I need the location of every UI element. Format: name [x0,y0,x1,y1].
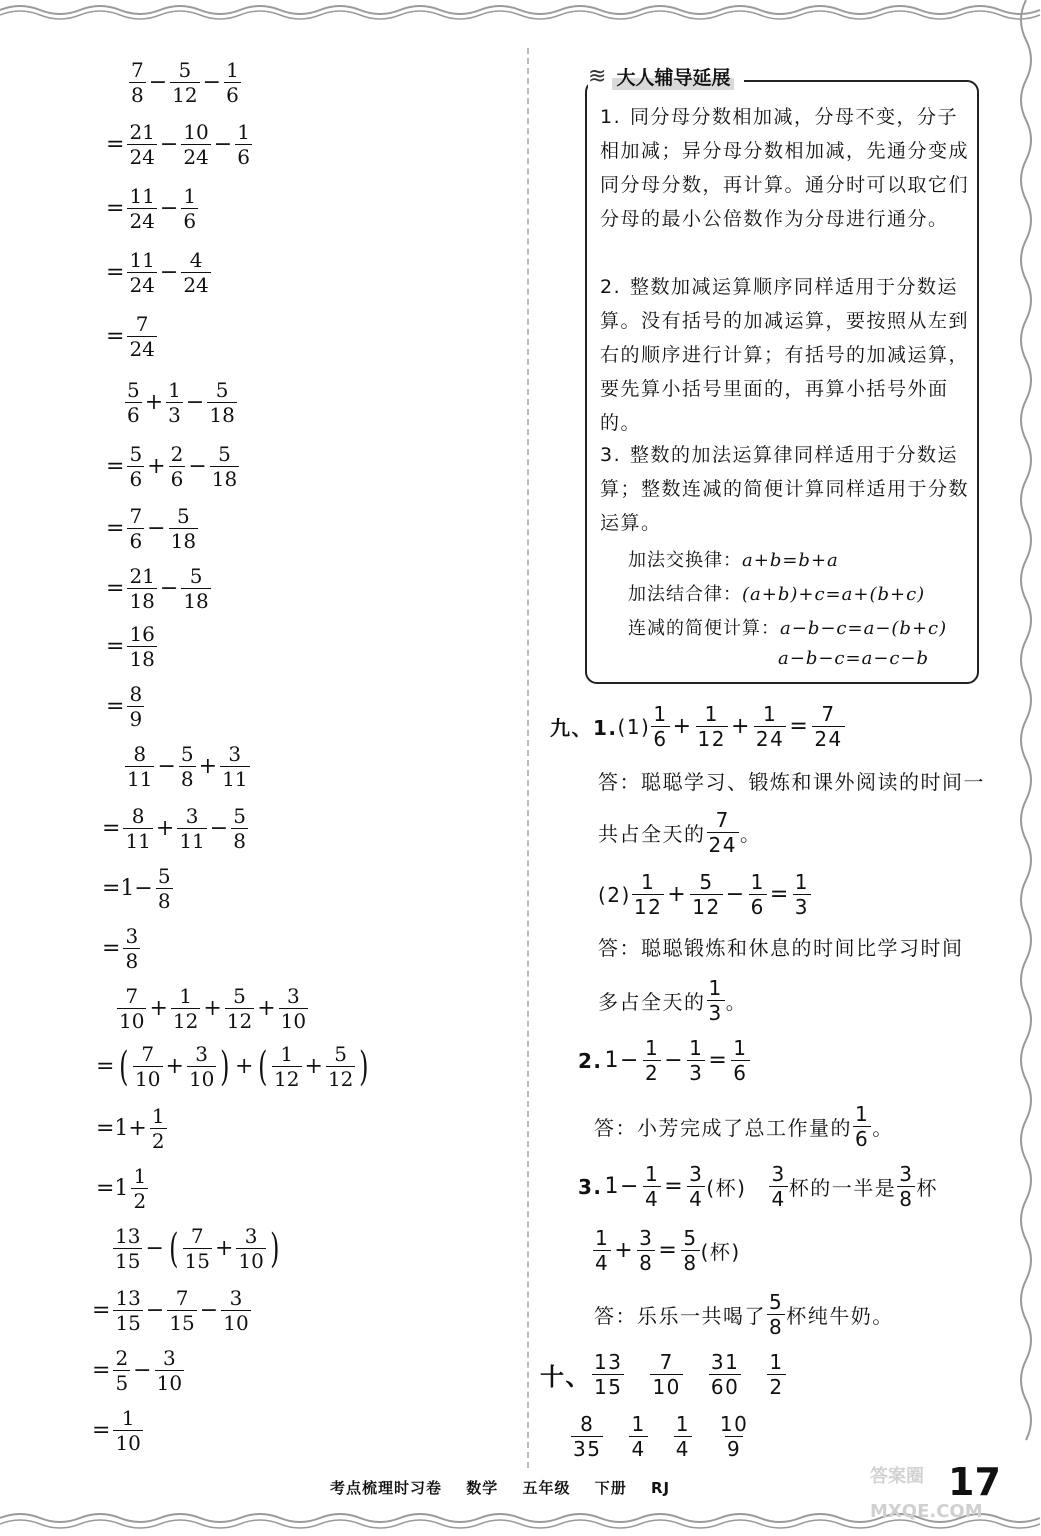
calc-3-expr: $\frac{8}{11}$ − $\frac{5}{8}$ + $\frac{3}{11}$ [127,742,248,791]
calc-4-step-1: = ( $\frac{7}{10}$ + $\frac{3}{10}$ ) + ( $\frac{1}{12}$ + $\frac{5}{12}$ ) [96,1042,369,1091]
calc-3-step-1: = $\frac{8}{11}$ + $\frac{3}{11}$ − $\frac{5}{8}$ [102,804,246,853]
tutoring-box-title: ≋ 大人辅导延展 [588,62,744,90]
top-border [0,0,1041,20]
q9-1-2-answer-line2: 多占全天的 $\frac{1}{3}$ 。 [598,976,748,1025]
rule-associative: 加法结合律：(a+b)+c=a+(b+c) [628,584,926,605]
tutoring-item-1: 1. 同分母分数相加减，分母不变，分子相加减；异分母分数相加减，先通分变成同分母分数，再计算。通分时可以取它们分母的最小公倍数作为分母进行通分。 [600,106,970,230]
q9-1-2-calc: (2) $\frac{1}{12}$ + $\frac{5}{12}$ − $\frac{1}{6}$ = $\frac{1}{3}$ [598,870,810,919]
rule-commutative: 加法交换律：a+b=b+a [628,550,839,571]
calc-4-expr: $\frac{7}{10}$ + $\frac{1}{12}$ + $\frac{5}{12}$ + $\frac{3}{10}$ [119,984,307,1033]
calc-4-step-2: =1+ $\frac{1}{2}$ [96,1104,165,1153]
calc-2-step-2: = $\frac{7}{6}$ − $\frac{5}{18}$ [106,504,197,553]
calc-2-result: = $\frac{8}{9}$ [106,682,143,731]
q9-1-1-answer-line2: 共占全天的 $\frac{7}{24}$ 。 [598,808,762,857]
calc-2-step-4: = $\frac{16}{18}$ [106,622,155,671]
q9-2-answer: 答：小芳完成了总工作量的 $\frac{1}{6}$ 。 [594,1102,894,1151]
q9-3-calc-2: $\frac{1}{4}$ + $\frac{3}{8}$ = $\frac{5}{8}$ (杯) [595,1226,741,1275]
wave-icon: ≋ [588,63,607,89]
calc-2-step-3: = $\frac{21}{18}$ − $\frac{5}{18}$ [106,564,209,613]
calc-2-step-1: = $\frac{5}{6}$ + $\frac{2}{6}$ − $\frac{5}{18}$ [106,442,238,491]
calc-5-step-2: = $\frac{2}{5}$ − $\frac{3}{10}$ [92,1346,183,1395]
q9-1-1-calc: 九、1. (1) $\frac{1}{6}$ + $\frac{1}{12}$ + $\frac{1}{24}$ = $\frac{7}{24}$ [550,702,843,751]
tutoring-item-2: 2. 整数加减运算顺序同样适用于分数运算。没有括号的加减运算，要按照从左到右的顺序进行计算；有括号的加减运算，要先算小括号里面的，再算小括号外面的。 [600,276,970,434]
q9-3-calc-1: 3. 1− $\frac{1}{4}$ = $\frac{3}{4}$ (杯) $\frac{3}{4}$ 杯的一半是 $\frac{3}{8}$ 杯 [578,1162,938,1211]
calc-5-result: = $\frac{1}{10}$ [92,1406,141,1455]
q10-row-1: 十、 $\frac{13}{15}$ $\frac{7}{10}$ $\frac{31}{60}$ $\frac{1}{2}$ [540,1350,784,1399]
q9-2-calc: 2. 1− $\frac{1}{2}$ − $\frac{1}{3}$ = $\frac{1}{6}$ [578,1036,748,1085]
q10-row-2: $\frac{8}{35}$ $\frac{1}{4}$ $\frac{1}{4}$ $\frac{10}{9}$ [573,1412,749,1461]
calc-5-step-1: = $\frac{13}{15}$ − $\frac{7}{15}$ − $\frac{3}{10}$ [92,1286,249,1335]
page-footer: 考点梳理时习卷 数学 五年级 下册 RJ [330,1479,671,1497]
q9-1-2-answer-line1: 答：聪聪锻炼和休息的时间比学习时间 [598,936,964,960]
calc-1-result: = $\frac{7}{24}$ [106,312,155,361]
rule-subtraction: 连减的简便计算：a−b−c=a−(b+c) [628,618,948,639]
calc-5-expr: $\frac{13}{15}$ − ( $\frac{7}{15}$ + $\frac{3}{10}$ ) [115,1224,280,1273]
rule-subtraction-2: a−b−c=a−c−b [778,648,930,669]
calc-2-expr: $\frac{5}{6}$ + $\frac{1}{3}$ − $\frac{5}{18}$ [127,378,235,427]
calc-1-step-3: = $\frac{11}{24}$ − $\frac{4}{24}$ [106,248,209,297]
q9-1-1-answer-line1: 答：聪聪学习、锻炼和课外阅读的时间一 [598,770,985,794]
calc-1-step-2: = $\frac{11}{24}$ − $\frac{1}{6}$ [106,184,197,233]
calc-1-expr: $\frac{7}{8}$ − $\frac{5}{12}$ − $\frac{1}{6}$ [131,58,239,107]
watermark-logo: 答案圈 MXQE.COM [870,1466,983,1522]
right-border [1011,0,1041,1450]
tutoring-item-3: 3. 整数的加法运算律同样适用于分数运算；整数连减的简便计算同样适用于分数运算。 [600,444,970,534]
calc-1-step-1: = $\frac{21}{24}$ − $\frac{10}{24}$ − $\frac{1}{6}$ [106,120,250,169]
calc-3-result: = $\frac{3}{8}$ [102,924,139,973]
q9-3-answer: 答：乐乐一共喝了 $\frac{5}{8}$ 杯纯牛奶。 [594,1290,894,1339]
calc-3-step-2: =1− $\frac{5}{8}$ [102,864,171,913]
calc-4-result: =1 $\frac{1}{2}$ [96,1164,147,1213]
page-number: 17 [948,1460,1001,1504]
column-divider [527,48,529,1468]
